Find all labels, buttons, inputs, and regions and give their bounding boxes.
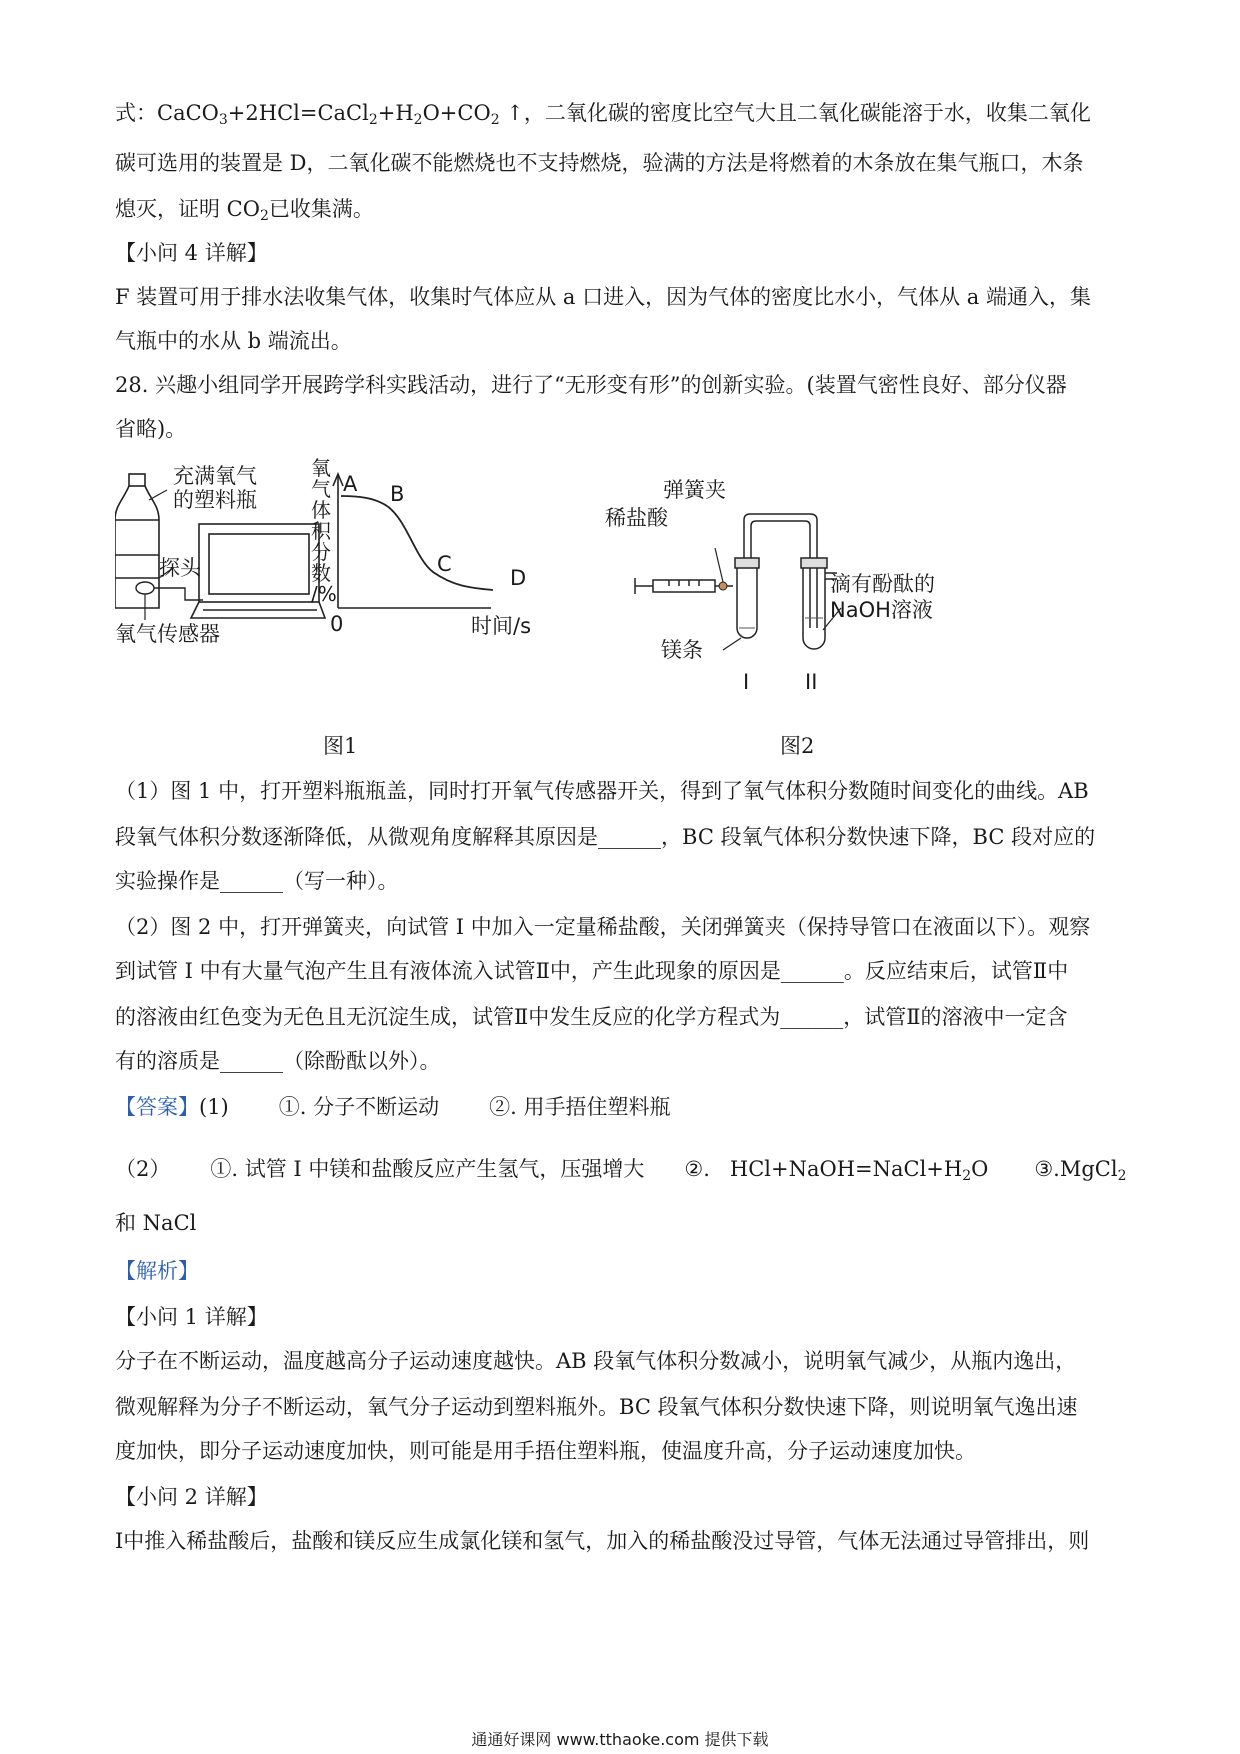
answer-line-3: 和 NaCl <box>115 1211 197 1235</box>
figure-2-caption: 图2 <box>780 734 815 758</box>
question-stem: 28. 兴趣小组同学开展跨学科实践活动，进行了“无形变有形”的创新实验。(装置气密性良好、部分仪器 <box>115 373 1067 397</box>
question-stem: 省略)。 <box>115 417 187 441</box>
point-label-b: B <box>390 482 405 506</box>
probe <box>136 582 154 594</box>
sub-question-2: 有的溶质是______（除酚酞以外）。 <box>115 1049 441 1073</box>
text-line: 微观解释为分子不断运动，氧气分子运动到塑料瓶外。BC 段氧气体积分数快速下降，则说明氧气逸出速 <box>115 1395 1078 1419</box>
figure-1-caption: 图1 <box>323 734 358 758</box>
clamp-label: 弹簧夹 <box>663 478 726 502</box>
text-line: 熄灭，证明 $CO_2$已收集满。 <box>115 197 374 224</box>
sub-question-2: 的溶液由红色变为无色且无沉淀生成，试管Ⅱ中发生反应的化学方程式为______，试管Ⅱ的溶液中一定含 <box>115 1005 1068 1029</box>
answer-line-2: （2） ①. 试管 I 中镁和盐酸反应产生氢气，压强增大 ②. $HCl+NaOH=NaCl+H_2O$ ③.MgCl$_2$ <box>115 1157 1127 1184</box>
figure-1 <box>115 456 595 690</box>
answer-line-1: 【答案】(1) ①. 分子不断运动 ②. 用手捂住塑料瓶 <box>115 1095 671 1119</box>
answer-tag: 【答案】 <box>115 1095 199 1119</box>
section-heading: 【小问 1 详解】 <box>115 1305 268 1329</box>
solution-label: 滴有酚酞的 <box>830 572 935 596</box>
text-line: I中推入稀盐酸后，盐酸和镁反应生成氯化镁和氢气，加入的稀盐酸没过导管，气体无法通过导管排出，则 <box>115 1529 1090 1553</box>
spring-clamp <box>719 582 727 590</box>
text-line: 碳可选用的装置是 D，二氧化碳不能燃烧也不支持燃烧，验满的方法是将燃着的木条放在集气瓶口，木条 <box>115 151 1084 175</box>
origin-label: 0 <box>330 612 344 636</box>
equation-line: 式：$CaCO_3+2HCl=CaCl_2+H_2O+CO_2$ ↑，二氧化碳的密度比空气大且二氧化碳能溶于水，收集二氧化 <box>115 101 1091 128</box>
sub-question-1: 实验操作是______（写一种）。 <box>115 869 399 893</box>
footer-watermark: 通通好课网 www.tthaoke.com 提供下载 <box>471 1730 769 1749</box>
acid-label: 稀盐酸 <box>605 506 668 530</box>
y-axis-label: 氧 气 体 积 分 数 /% <box>311 456 337 606</box>
sub-question-1: （1）图 1 中，打开塑料瓶瓶盖，同时打开氧气传感器开关，得到了氧气体积分数随时间变化的曲线。AB <box>115 779 1089 803</box>
section-heading: 【小问 4 详解】 <box>115 241 268 265</box>
text-line: 分子在不断运动，温度越高分子运动速度越快。AB 段氧气体积分数减小，说明氧气减少，从瓶内逸出， <box>115 1349 1077 1373</box>
bottle-label: 的塑料瓶 <box>173 488 257 512</box>
bottle-label: 充满氧气 <box>173 464 257 488</box>
sub-question-2: 到试管 I 中有大量气泡产生且有液体流入试管Ⅱ中，产生此现象的原因是______。反应结束后，试管Ⅱ中 <box>115 959 1069 983</box>
tube-1-label: I <box>743 670 750 694</box>
analysis-tag: 【解析】 <box>115 1259 199 1283</box>
magnesium-label: 镁条 <box>661 638 703 662</box>
figure-2 <box>605 478 935 694</box>
solution-label: NaOH溶液 <box>830 598 933 622</box>
text-line: 度加快，即分子运动速度加快，则可能是用手捂住塑料瓶，使温度升高，分子运动速度加快。 <box>115 1439 976 1463</box>
plastic-bottle <box>115 474 159 608</box>
sub-question-1: 段氧气体积分数逐渐降低，从微观角度解释其原因是______，BC 段氧气体积分数快速下降，BC 段对应的 <box>115 825 1096 849</box>
x-axis-label: 时间/s <box>471 614 532 638</box>
probe-label: 探头 <box>159 556 201 580</box>
text-line: 气瓶中的水从 b 端流出。 <box>115 329 352 353</box>
section-heading: 【小问 2 详解】 <box>115 1485 268 1509</box>
point-label-d: D <box>510 566 527 590</box>
text-line: F 装置可用于排水法收集气体，收集时气体应从 a 口进入，因为气体的密度比水小，气体从 a 端通入，集 <box>115 285 1091 309</box>
point-label-c: C <box>437 552 452 576</box>
syringe <box>635 578 733 594</box>
tube-2-label: II <box>805 670 818 694</box>
sub-question-2: （2）图 2 中，打开弹簧夹，向试管 I 中加入一定量稀盐酸，关闭弹簧夹（保持导管口在液面以下）。观察 <box>115 915 1091 939</box>
test-tube-1 <box>735 528 759 638</box>
connecting-tube <box>744 514 817 628</box>
oxygen-curve <box>341 496 493 590</box>
laptop <box>191 524 325 618</box>
sensor-label: 氧气传感器 <box>115 622 220 646</box>
point-label-a: A <box>343 472 358 496</box>
